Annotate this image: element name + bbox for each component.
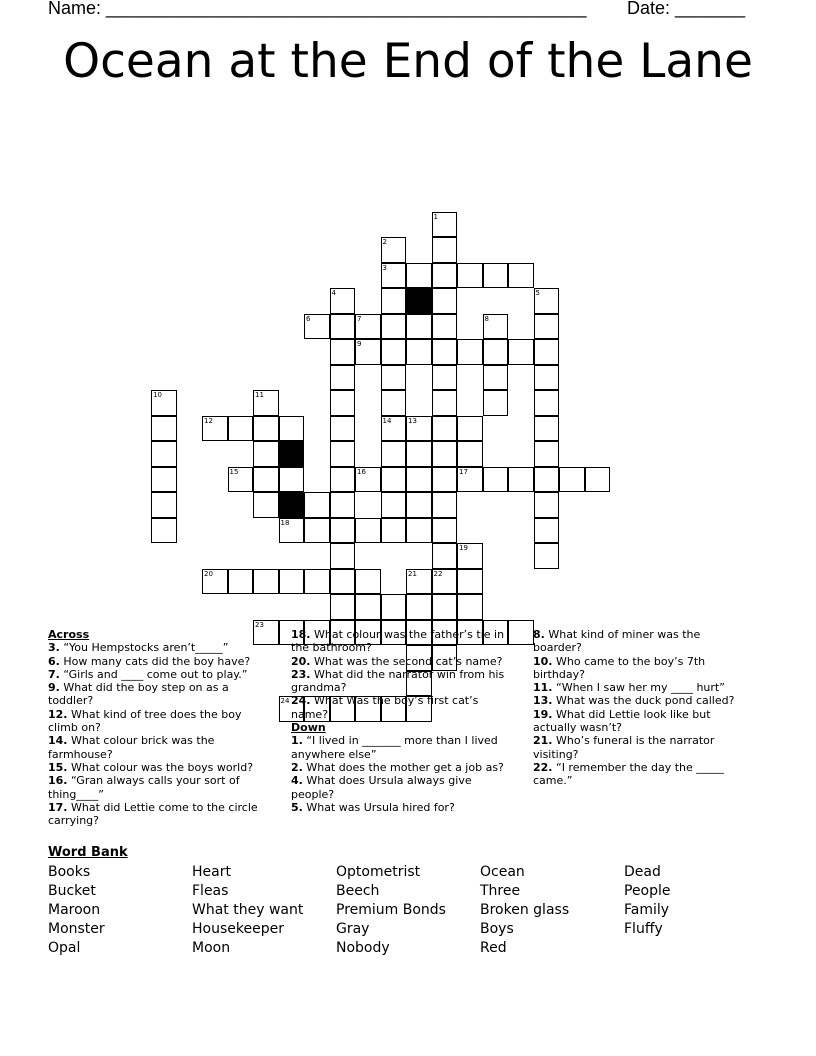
grid-cell[interactable]: [534, 339, 560, 365]
clue-number-label: 2.: [291, 760, 303, 774]
clue-item: [291, 668, 517, 695]
down-clue-list-continued: [533, 628, 743, 788]
grid-cell[interactable]: [330, 441, 356, 467]
grid-cell[interactable]: [151, 390, 177, 416]
clue-item: [291, 761, 517, 774]
name-label: Name:: [48, 0, 107, 18]
grid-cell[interactable]: [432, 569, 458, 595]
clue-text: “Girls and ____ come out to play.”: [59, 667, 248, 681]
clue-text: What kind of miner was the boarder?: [533, 628, 701, 655]
clue-number: 21: [408, 569, 417, 578]
word-bank-column: [480, 863, 569, 958]
word-bank-word: Heart: [192, 864, 231, 880]
clue-item: [48, 761, 273, 774]
clue-text: What was the duck pond called?: [552, 694, 735, 708]
grid-cell[interactable]: [330, 492, 356, 518]
clue-item: [291, 628, 517, 655]
date-label: Date:: [627, 0, 676, 18]
grid-cell[interactable]: [432, 492, 458, 518]
word-bank-word: Opal: [48, 940, 81, 956]
grid-cell[interactable]: [457, 467, 483, 493]
clue-item: [291, 774, 517, 801]
clue-item: [533, 655, 743, 682]
grid-cell[interactable]: [330, 390, 356, 416]
grid-cell[interactable]: [253, 390, 279, 416]
grid-cell[interactable]: [483, 467, 509, 493]
clue-number-label: 1.: [291, 734, 303, 748]
grid-cell[interactable]: [559, 467, 585, 493]
grid-cell[interactable]: [330, 339, 356, 365]
grid-cell[interactable]: [534, 365, 560, 391]
grid-cell[interactable]: [432, 390, 458, 416]
word-bank-word: Maroon: [48, 902, 101, 918]
clue-number-label: 18.: [291, 628, 311, 641]
clue-number: 2: [382, 238, 387, 246]
grid-cell[interactable]: [432, 237, 458, 263]
grid-cell[interactable]: [406, 263, 432, 289]
grid-cell[interactable]: [304, 569, 330, 595]
clue-number: 18: [280, 518, 290, 527]
clue-number: 12: [204, 416, 213, 425]
clue-number-label: 23.: [291, 667, 311, 681]
clue-number-label: 6.: [48, 654, 60, 668]
clue-item: [291, 694, 517, 721]
clue-number: 1: [433, 212, 438, 221]
grid-cell[interactable]: [406, 339, 432, 365]
word-bank-word: Fluffy: [624, 921, 663, 937]
grid-cell[interactable]: [534, 441, 560, 467]
clue-text: “When I saw her my ____ hurt”: [552, 681, 725, 695]
grid-cell[interactable]: [457, 569, 483, 595]
word-bank-word: Moon: [192, 940, 231, 956]
grid-cell[interactable]: [457, 339, 483, 365]
grid-cell[interactable]: [406, 441, 432, 467]
clue-number-label: 3.: [48, 641, 60, 655]
clue-item: [48, 681, 273, 708]
grid-cell[interactable]: [534, 467, 560, 493]
clue-item: [48, 774, 273, 801]
word-bank-word: Housekeeper: [192, 921, 284, 937]
grid-cell[interactable]: [304, 314, 330, 340]
clue-number-label: 14.: [48, 734, 68, 748]
word-bank-word: What they want: [192, 902, 304, 918]
clue-text: What was Ursula hired for?: [302, 800, 455, 814]
clue-number: 23: [255, 620, 264, 629]
grid-cell[interactable]: [279, 467, 305, 493]
across-clue-list-continued: [291, 628, 517, 721]
clue-text: How many cats did the boy have?: [59, 654, 251, 668]
word-bank-word: Fleas: [192, 883, 229, 899]
clue-number-label: 22.: [533, 760, 553, 774]
grid-cell[interactable]: [279, 569, 305, 595]
word-bank-word: Optometrist: [336, 864, 421, 880]
grid-cell[interactable]: [457, 543, 483, 569]
clue-text: What did Lettie come to the circle carrying?: [48, 800, 258, 828]
clue-number-label: 8.: [533, 628, 545, 641]
grid-cell[interactable]: [355, 594, 381, 620]
grid-cell[interactable]: [406, 416, 432, 442]
grid-cell[interactable]: [381, 492, 407, 518]
word-bank-column: [192, 863, 303, 958]
grid-cell[interactable]: [355, 467, 381, 493]
word-bank-word: Gray: [336, 921, 370, 937]
clue-text: What colour was the father’s tie in the bathroom?: [291, 628, 505, 655]
grid-cell[interactable]: [432, 467, 458, 493]
clue-item: [48, 668, 273, 681]
grid-cell[interactable]: [330, 314, 356, 340]
clue-number-label: 20.: [291, 654, 311, 668]
clue-number: 20: [204, 569, 213, 578]
word-bank-word: Monster: [48, 921, 105, 937]
grid-cell[interactable]: [381, 288, 407, 314]
clue-number-label: 15.: [48, 760, 68, 774]
clue-text: What does Ursula always give people?: [291, 774, 472, 801]
clue-number: 8: [484, 314, 489, 323]
clue-text: What colour brick was the farmhouse?: [48, 734, 215, 761]
name-blank[interactable]: ________________________________________________: [106, 0, 587, 18]
clue-number: 19: [459, 544, 468, 552]
grid-cell[interactable]: [508, 263, 534, 289]
clue-number: 5: [535, 289, 540, 297]
grid-cell[interactable]: [381, 518, 407, 544]
grid-cell[interactable]: [432, 441, 458, 467]
grid-cell[interactable]: [432, 518, 458, 544]
grid-cell[interactable]: [304, 518, 330, 544]
grid-cell[interactable]: [151, 441, 177, 467]
word-bank-title: Word Bank: [48, 845, 128, 860]
grid-cell[interactable]: [253, 441, 279, 467]
word-bank-word: Red: [480, 940, 507, 956]
grid-cell[interactable]: [534, 543, 560, 569]
grid-cell[interactable]: [432, 416, 458, 442]
grid-cell[interactable]: [330, 288, 356, 314]
grid-cell[interactable]: [457, 441, 483, 467]
clue-text: What kind of tree does the boy climb on?: [48, 707, 242, 735]
grid-cell[interactable]: [508, 339, 534, 365]
grid-cell[interactable]: [228, 569, 254, 595]
grid-cell[interactable]: [151, 518, 177, 544]
grid-cell[interactable]: [228, 467, 254, 493]
clue-item: [533, 708, 743, 735]
grid-cell[interactable]: [483, 263, 509, 289]
grid-cell[interactable]: [406, 569, 432, 595]
grid-cell[interactable]: [406, 492, 432, 518]
word-bank-word: Nobody: [336, 940, 390, 956]
clue-number: 10: [153, 391, 162, 399]
clues-column-3: [533, 628, 743, 788]
clues-column-2: [291, 628, 517, 814]
clue-item: [533, 734, 743, 761]
grid-cell[interactable]: [432, 263, 458, 289]
grid-cell-black: [279, 441, 305, 467]
word-bank-column: [48, 863, 105, 958]
grid-cell[interactable]: [432, 365, 458, 391]
clue-text: Who’s funeral is the narrator visiting?: [533, 734, 715, 761]
word-bank-word: Family: [624, 902, 670, 918]
clue-number: 4: [331, 289, 336, 297]
grid-cell[interactable]: [253, 416, 279, 442]
clue-number: 15: [229, 467, 239, 476]
grid-cell[interactable]: [279, 518, 305, 544]
grid-cell[interactable]: [151, 467, 177, 493]
grid-cell[interactable]: [483, 390, 509, 416]
grid-cell[interactable]: [381, 416, 407, 442]
clue-text: What did Lettie look like but actually wasn’t?: [533, 707, 711, 735]
word-bank-word: People: [624, 883, 671, 899]
word-bank-word: Dead: [624, 864, 661, 880]
clue-number-label: 5.: [291, 800, 303, 814]
grid-cell[interactable]: [330, 518, 356, 544]
grid-cell[interactable]: [279, 416, 305, 442]
grid-cell[interactable]: [381, 237, 407, 263]
clue-number-label: 21.: [533, 734, 553, 748]
grid-cell[interactable]: [355, 339, 381, 365]
clue-number-label: 13.: [533, 694, 553, 708]
word-bank-column: [336, 863, 446, 958]
word-bank-word: Ocean: [480, 864, 525, 880]
clue-text: What did the boy step on as a toddler?: [48, 681, 229, 708]
clue-number: 14: [382, 416, 392, 425]
clue-item: [48, 641, 273, 654]
grid-cell[interactable]: [432, 288, 458, 314]
grid-cell[interactable]: [330, 594, 356, 620]
grid-cell[interactable]: [253, 569, 279, 595]
grid-cell[interactable]: [483, 314, 509, 340]
date-blank[interactable]: _______: [675, 0, 746, 18]
clue-number: 11: [255, 391, 264, 399]
clue-number: 13: [408, 416, 417, 425]
clue-item: [533, 694, 743, 707]
grid-cell[interactable]: [151, 416, 177, 442]
grid-cell[interactable]: [355, 314, 381, 340]
across-clue-list: [48, 641, 273, 827]
clue-item: [291, 801, 517, 814]
clue-number-label: 11.: [533, 681, 553, 695]
grid-cell[interactable]: [381, 441, 407, 467]
clue-text: Who came to the boy’s 7th birthday?: [533, 654, 706, 681]
grid-cell[interactable]: [432, 543, 458, 569]
grid-cell[interactable]: [253, 492, 279, 518]
grid-cell[interactable]: [457, 594, 483, 620]
clue-number-label: 19.: [533, 707, 553, 721]
clue-item: [291, 655, 517, 668]
grid-cell[interactable]: [406, 467, 432, 493]
clue-number: 22: [433, 569, 443, 578]
grid-cell[interactable]: [381, 594, 407, 620]
grid-cell[interactable]: [330, 543, 356, 569]
clues-column-1: [48, 628, 273, 827]
grid-cell[interactable]: [534, 390, 560, 416]
grid-cell[interactable]: [406, 518, 432, 544]
grid-cell[interactable]: [381, 314, 407, 340]
clue-number: 6: [306, 314, 311, 323]
grid-cell[interactable]: [381, 339, 407, 365]
clue-number: 3: [382, 263, 387, 272]
grid-cell[interactable]: [406, 594, 432, 620]
grid-cell[interactable]: [330, 365, 356, 391]
clue-item: [48, 734, 273, 761]
clue-number-label: 7.: [48, 667, 60, 681]
down-clue-list: [291, 734, 517, 814]
grid-cell[interactable]: [381, 365, 407, 391]
clue-number-label: 16.: [48, 774, 68, 788]
grid-cell[interactable]: [457, 416, 483, 442]
clue-text: What Was the boy’s first cat’s name?: [291, 694, 479, 721]
clue-number-label: 12.: [48, 707, 68, 721]
grid-cell[interactable]: [381, 390, 407, 416]
grid-cell[interactable]: [483, 339, 509, 365]
down-heading: Down: [291, 721, 326, 735]
clue-text: “I lived in _______ more than I lived anywhere else”: [291, 734, 498, 761]
clue-text: What was the second cat’s name?: [310, 654, 503, 668]
grid-cell[interactable]: [330, 416, 356, 442]
grid-cell[interactable]: [202, 416, 228, 442]
clue-item: [48, 801, 273, 828]
clue-item: [291, 734, 517, 761]
clue-number: 17: [459, 467, 468, 476]
grid-cell[interactable]: [432, 212, 458, 238]
grid-cell[interactable]: [355, 518, 381, 544]
grid-cell[interactable]: [483, 365, 509, 391]
grid-cell-black: [406, 288, 432, 314]
clue-text: What colour was the boys world?: [67, 760, 254, 774]
word-bank-word: Beech: [336, 883, 380, 899]
grid-cell[interactable]: [534, 518, 560, 544]
grid-cell[interactable]: [508, 467, 534, 493]
grid-cell[interactable]: [228, 416, 254, 442]
clue-text: “You Hempstocks aren’t_____”: [59, 641, 229, 655]
grid-cell[interactable]: [585, 467, 611, 493]
word-bank-word: Boys: [480, 921, 514, 937]
word-bank-word: Books: [48, 864, 91, 880]
across-heading: Across: [48, 628, 90, 641]
grid-cell[interactable]: [432, 339, 458, 365]
page-title: Ocean at the End of the Lane: [63, 34, 753, 89]
word-bank-word: Broken glass: [480, 902, 570, 918]
clue-number-label: 4.: [291, 774, 303, 788]
grid-cell[interactable]: [381, 263, 407, 289]
clue-text: What did the narrator win from his grandma?: [291, 667, 505, 695]
grid-cell[interactable]: [381, 467, 407, 493]
grid-cell[interactable]: [534, 416, 560, 442]
clue-text: What does the mother get a job as?: [302, 760, 504, 774]
grid-cell[interactable]: [406, 314, 432, 340]
clue-item: [533, 761, 743, 788]
clue-number-label: 17.: [48, 800, 68, 814]
clue-text: “I remember the day the _____ came.”: [533, 760, 724, 788]
clue-number: 7: [357, 314, 362, 323]
clue-number-label: 9.: [48, 681, 60, 695]
clue-item: [533, 681, 743, 694]
grid-cell-black: [279, 492, 305, 518]
word-bank-word: Premium Bonds: [336, 902, 446, 918]
clue-number-label: 10.: [533, 654, 553, 668]
grid-cell[interactable]: [304, 492, 330, 518]
word-bank-word: Three: [480, 883, 521, 899]
clue-item: [48, 708, 273, 735]
grid-cell[interactable]: [534, 492, 560, 518]
clue-number: 9: [357, 340, 362, 348]
clue-text: “Gran always calls your sort of thing____”: [48, 774, 240, 801]
grid-cell[interactable]: [355, 569, 381, 595]
clue-number-label: 24.: [291, 694, 311, 708]
clue-item: [533, 628, 743, 655]
grid-cell[interactable]: [432, 594, 458, 620]
clue-number: 16: [357, 467, 366, 476]
clue-number: 24: [280, 697, 290, 705]
grid-cell[interactable]: [202, 569, 228, 595]
grid-cell[interactable]: [330, 467, 356, 493]
word-bank-column: [624, 863, 671, 939]
grid-cell[interactable]: [534, 314, 560, 340]
grid-cell[interactable]: [534, 288, 560, 314]
grid-cell[interactable]: [151, 492, 177, 518]
grid-cell[interactable]: [457, 263, 483, 289]
word-bank-word: Bucket: [48, 883, 96, 899]
clue-item: [48, 655, 273, 668]
grid-cell[interactable]: [253, 467, 279, 493]
grid-cell[interactable]: [330, 569, 356, 595]
grid-cell[interactable]: [432, 314, 458, 340]
